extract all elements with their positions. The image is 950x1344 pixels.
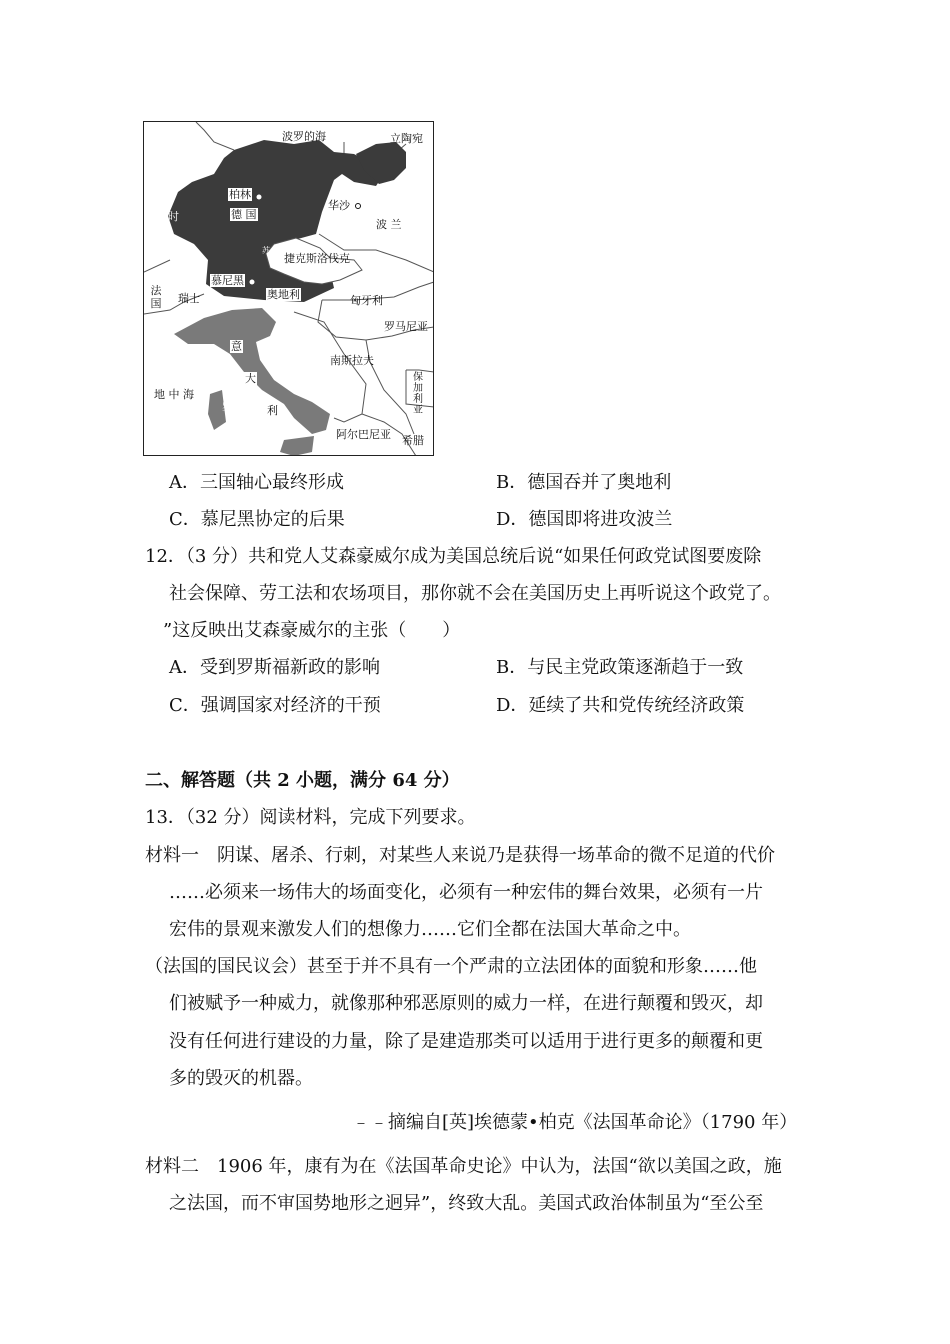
- q12-stem-line1: 12．（3 分）共和党人艾森豪威尔成为美国总统后说“如果任何政党试图要废除: [145, 546, 762, 567]
- q12-stem-line3: ”这反映出艾森豪威尔的主张（ ）: [163, 620, 461, 641]
- map-figure: [143, 121, 434, 456]
- label-sudeten: 苏台德地区: [262, 246, 302, 255]
- q13-material1-line4: （法国的国民议会）甚至于并不具有一个严肃的立法团体的面貌和形象……他: [145, 956, 757, 977]
- q13-material2-line2: 之法国，而不审国势地形之迥异”，终致大乱。美国式政治体制虽为“至公至: [169, 1193, 764, 1214]
- label-baltic-sea: 波罗的海: [282, 130, 326, 143]
- label-albania: 阿尔巴尼亚: [336, 428, 391, 441]
- q12-option-d: D．延续了共和党传统经济政策: [496, 695, 745, 716]
- label-italy-2: 大: [245, 372, 256, 385]
- q12-option-c: C．强调国家对经济的干预: [169, 695, 381, 716]
- label-czechoslovakia: 捷克斯洛伐克: [284, 252, 350, 265]
- label-munich: 慕尼黑: [211, 274, 244, 287]
- q12-option-a: A．受到罗斯福新政的影响: [169, 657, 380, 678]
- q13-material1-source: ﹣﹣摘编自[英]埃德蒙•柏克《法国革命论》（1790 年）: [352, 1112, 798, 1133]
- label-yugoslavia: 南斯拉夫: [330, 354, 374, 367]
- munich-dot: [250, 280, 255, 285]
- q12-option-b: B．与民主党政策逐渐趋于一致: [496, 657, 744, 678]
- label-luxembourg: 卢: [148, 232, 159, 245]
- baltic-coast: [196, 122, 234, 150]
- label-greece: 希腊: [402, 434, 424, 447]
- label-romania: 罗马尼亚: [384, 320, 428, 333]
- label-hungary: 匈牙利: [350, 294, 383, 307]
- label-lithuania: 立陶宛: [390, 132, 423, 145]
- label-rome: 罗马: [222, 403, 241, 413]
- label-warsaw: 华沙: [328, 199, 350, 212]
- label-switzerland: 瑞士: [178, 292, 200, 305]
- q13-material1-line6: 没有任何进行建设的力量，除了是建造那类可以适用于进行更多的颠覆和更: [169, 1031, 763, 1052]
- belgium-border: [144, 260, 170, 272]
- q13-stem: 13．（32 分）阅读材料，完成下列要求。: [145, 807, 476, 828]
- rome-dot: [242, 408, 246, 412]
- label-poland: 波 兰: [376, 218, 402, 231]
- label-france: 法国: [150, 284, 162, 310]
- warsaw-dot: [356, 204, 361, 209]
- germany-shape: [168, 140, 384, 302]
- sicily-shape: [280, 436, 314, 456]
- q11-option-b: B．德国吞并了奥地利: [496, 472, 672, 493]
- label-italy-1: 意: [231, 340, 242, 353]
- q13-material1-line1: 材料一 阴谋、屠杀、行刺，对某些人来说乃是获得一场革命的微不足道的代价: [145, 845, 775, 866]
- section-2-heading: 二、解答题（共 2 小题，满分 64 分）: [145, 770, 460, 791]
- q13-material2-line1: 材料二 1906 年，康有为在《法国革命史论》中认为，法国“欲以美国之政，施: [145, 1156, 782, 1177]
- q13-material1-line3: 宏伟的景观来激发人们的想像力……它们全都在法国大革命之中。: [169, 919, 691, 940]
- label-italy-3: 利: [267, 404, 278, 417]
- label-mediterranean: 地 中 海: [154, 388, 194, 401]
- q12-stem-line2: 社会保障、劳工法和农场项目，那你就不会在美国历史上再听说这个政党了。: [169, 583, 781, 604]
- q11-option-d: D．德国即将进攻波兰: [496, 509, 673, 530]
- q13-material1-line2: ……必须来一场伟大的场面变化，必须有一种宏伟的舞台效果，必须有一片: [169, 882, 763, 903]
- label-berlin: 柏林: [229, 188, 251, 201]
- q11-option-c: C．慕尼黑协定的后果: [169, 509, 345, 530]
- label-bulgaria: 保加利亚: [413, 372, 423, 416]
- italy-shape: [174, 308, 330, 434]
- q13-material1-line7: 多的毁灭的机器。: [169, 1068, 313, 1089]
- q11-option-a: A．三国轴心最终形成: [169, 472, 344, 493]
- berlin-dot: [257, 195, 262, 200]
- label-austria: 奥地利: [267, 288, 300, 301]
- label-germany: 德 国: [231, 208, 257, 221]
- q13-material1-line5: 们被赋予一种威力，就像那种邪恶原则的威力一样，在进行颠覆和毁灭，却: [169, 993, 763, 1014]
- label-belgium: 比利时: [146, 210, 179, 223]
